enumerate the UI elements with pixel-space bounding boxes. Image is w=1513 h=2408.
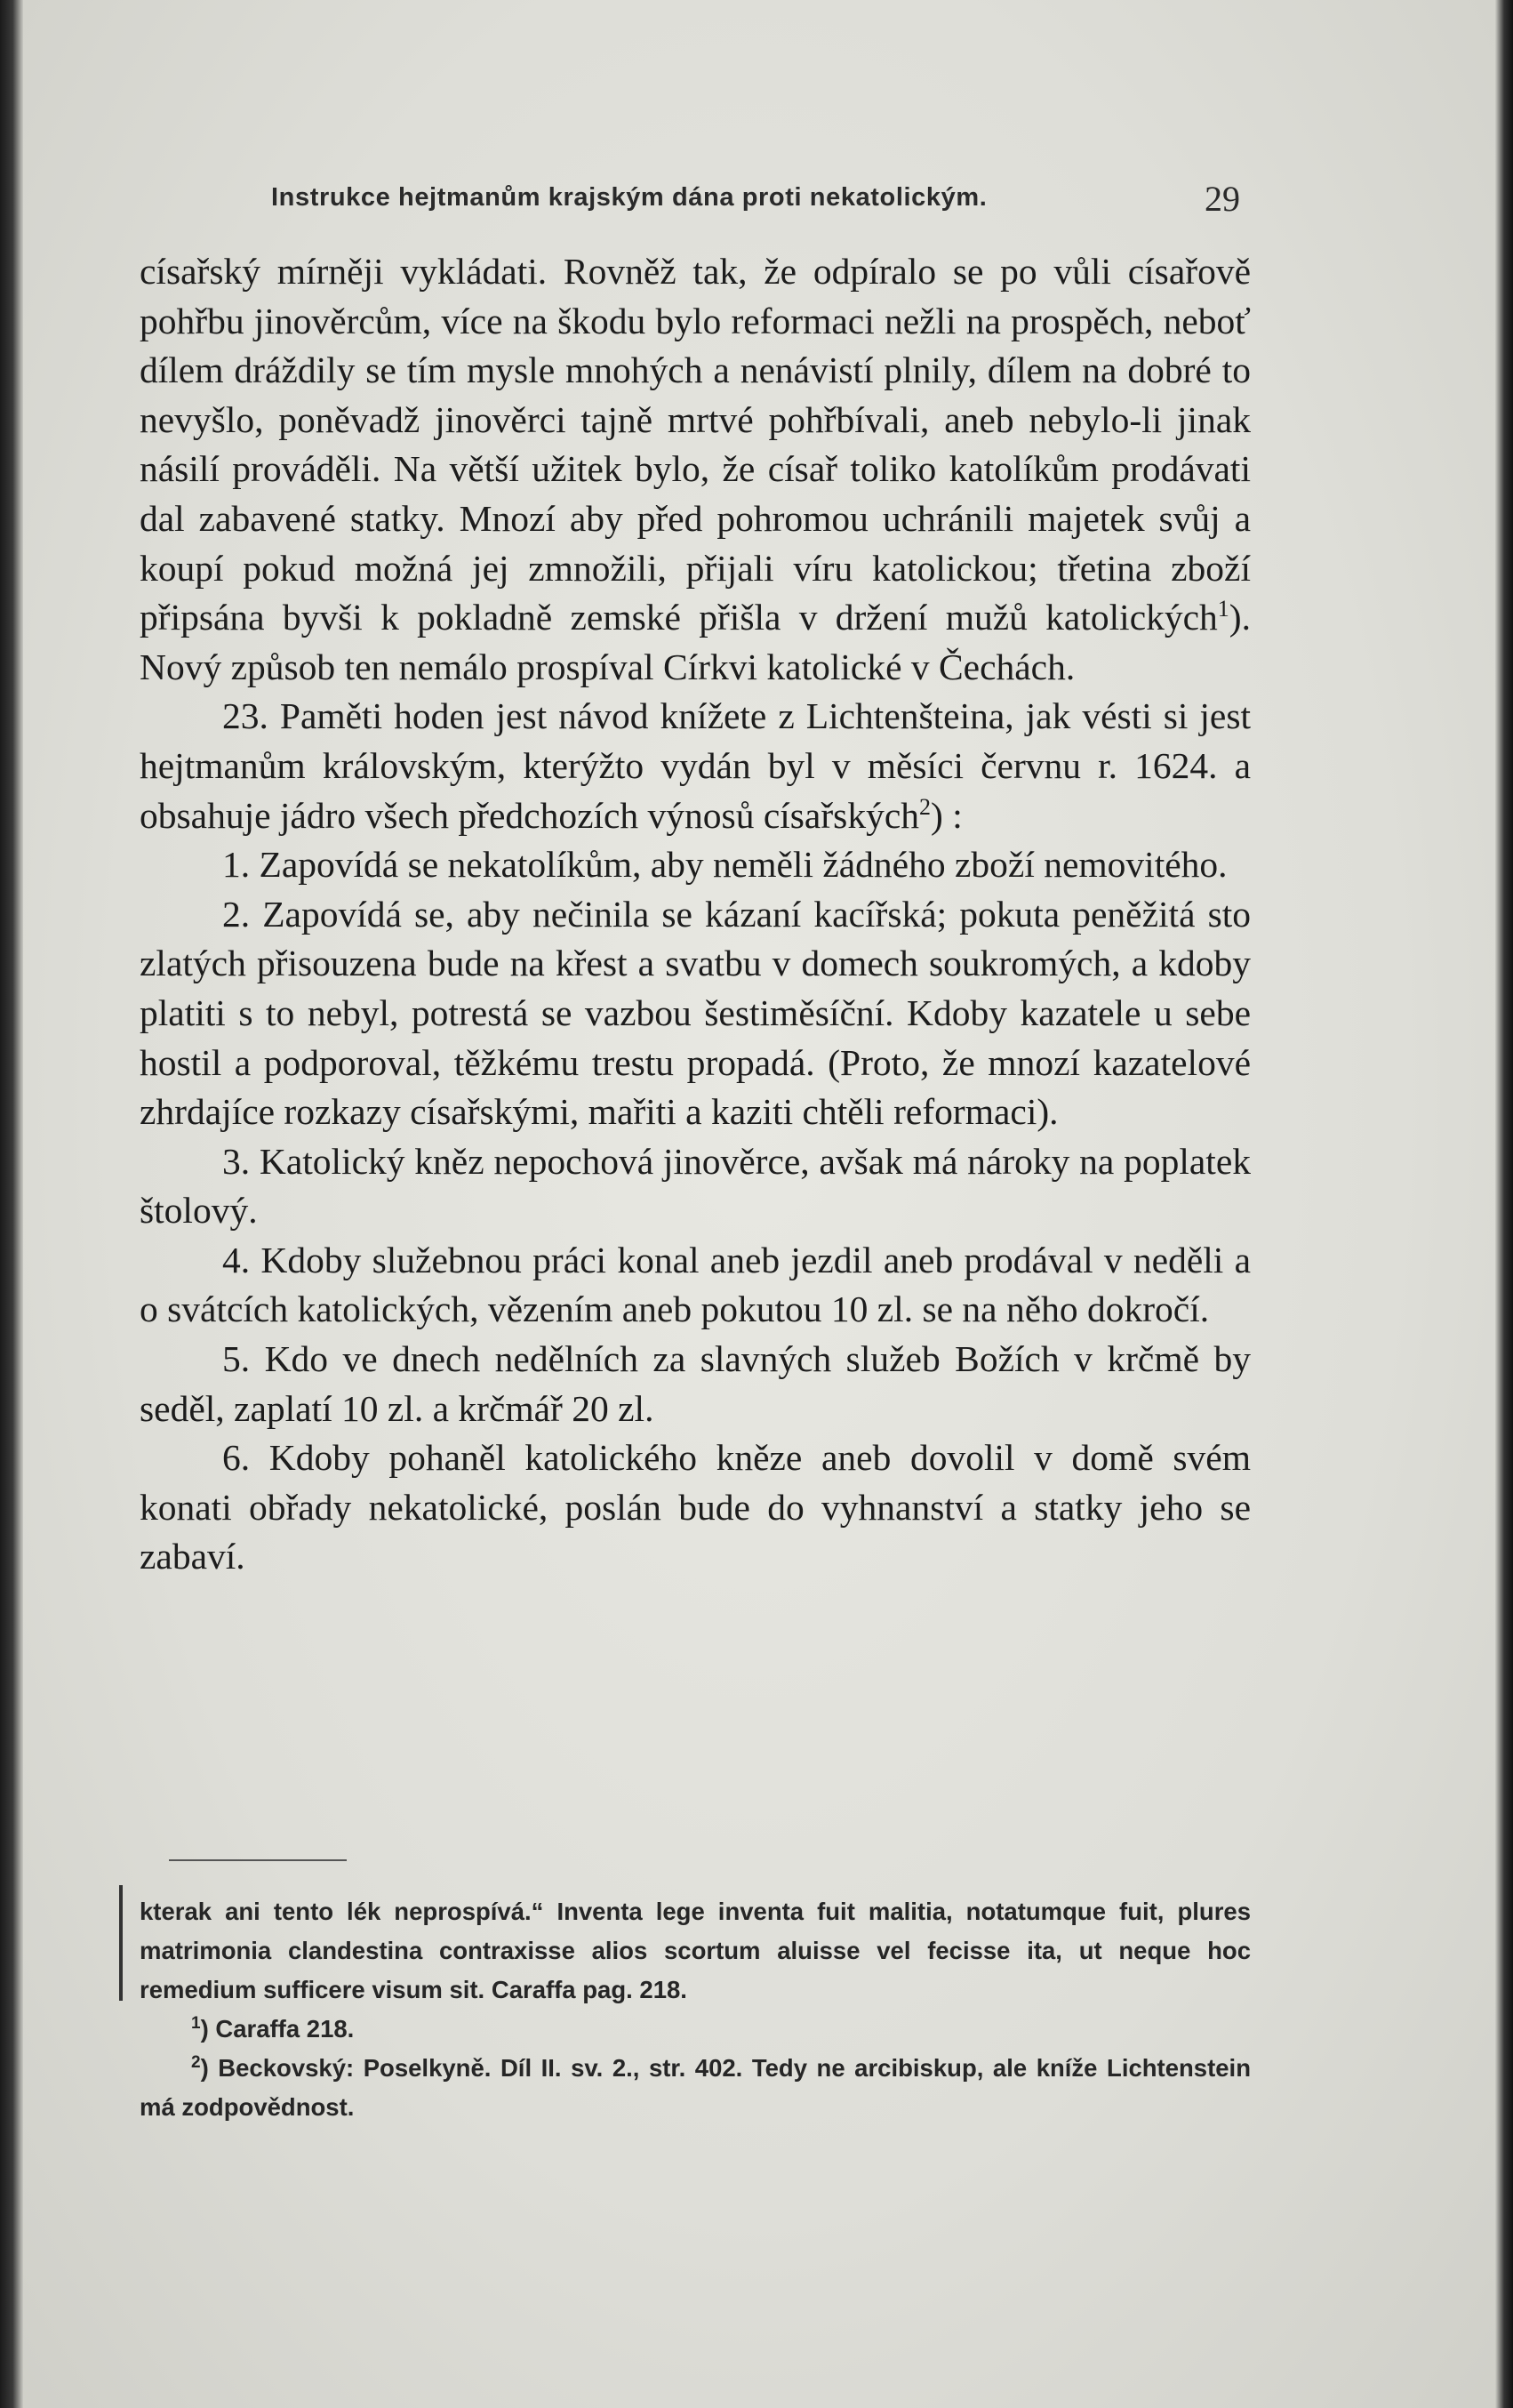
list-item-1: 1. Zapovídá se nekatolíkům, aby neměli žádného zboží nemovitého. — [222, 844, 1228, 886]
footnote-continuation: kterak ani tento lék neprospívá.“ Inventa lege inventa fuit malitia, notatumque fuit, plures matrimonia clandestina contraxisse alios scortum aluisse vel fecisse ita, ut neque hoc remedium sufficere visum sit. Caraffa pag. 218. — [140, 1898, 1251, 2003]
main-text — [140, 247, 1251, 1582]
page-edge-left — [0, 0, 23, 2408]
footnote-1-mark: 1 — [191, 2013, 201, 2033]
running-head — [271, 178, 1240, 231]
list-item-4: 4. Kdoby služebnou práci konal aneb jezdil aneb prodával v neděli a o svátcích katolických, vězením aneb pokutou 10 zl. se na něho dokročí. — [140, 1239, 1251, 1330]
paragraph-2 — [140, 692, 1251, 840]
footnote-ref-1: 1 — [1217, 596, 1229, 622]
footnote-ref-2: 2 — [919, 793, 931, 820]
paragraph-1-text: císařský mírněji vykládati. Rovněž tak, že odpíralo se po vůli císařově pohřbu jinověrcům, více na škodu bylo reformaci nežli na prospěch, neboť dílem dráždily se tím mysle mnohých a nenávistí plnily, dílem na dobré to nevyšlo, poněvadž jinověrci tajně mrtvé pohřbívali, aneb nebylo-li jinak násilí prováděli. Na větší užitek bylo, že císař toliko katolíkům prodávati dal zabavené statky. Mnozí aby před pohromou uchránili majetek svůj a koupí pokud možná jej zmnožili, přijali víru katolickou; třetina zboží připsána byvši k pokladně zemské přišla v držení mužů katolických — [140, 251, 1251, 638]
footnote-2 — [140, 2049, 1251, 2127]
paragraph-1 — [140, 247, 1251, 692]
footnote-1-text: ) Caraffa 218. — [200, 2015, 355, 2043]
list-item-5: 5. Kdo ve dnech nedělních za slavných služeb Božích v krčmě by seděl, zaplatí 10 zl. a krčmář 20 zl. — [140, 1338, 1251, 1429]
footnote-2-text: ) Beckovský: Poselkyně. Díl II. sv. 2., str. 402. Tedy ne arcibiskup, ale kníže Lichtenstein má zodpovědnost. — [140, 2054, 1251, 2121]
running-title: Instrukce hejtmanům krajským dána proti nekatolickým. — [271, 183, 988, 212]
page-edge-right — [1495, 0, 1513, 2408]
margin-mark — [119, 1885, 123, 2001]
paragraph-1-tail: ). Nový způsob ten nemálo prospíval Církvi katolické v Čechách. — [140, 597, 1251, 687]
footnotes — [140, 1892, 1251, 2127]
list-item-2: 2. Zapovídá se, aby nečinila se kázaní kacířská; pokuta peněžitá sto zlatých přisouzena bude na křest a svatbu v domech soukromých, a kdoby platiti s to nebyl, potrestá se vazbou šestiměsíční. Kdoby kazatele u sebe hostil a podporoval, těžkému trestu propadá. (Proto, že mnozí kazatelové zhrdajíce rozkazy císařskými, mařiti a kaziti chtěli reformaci). — [140, 893, 1251, 1133]
page-number: 29 — [1205, 179, 1240, 219]
footnote-divider — [169, 1859, 347, 1861]
paragraph-2-text: 23. Paměti hoden jest návod knížete z Lichtenšteina, jak vésti si jest hejtmanům královským, kterýžto vydán byl v měsíci červnu r. 1624. a obsahuje jádro všech předchozích výnosů císařských — [140, 695, 1251, 836]
paragraph-2-tail: ) : — [931, 794, 963, 836]
list-item-6: 6. Kdoby pohaněl katolického kněze aneb dovolil v domě svém konati obřady nekatolické, poslán bude do vyhnanství a statky jeho se zabaví. — [140, 1437, 1251, 1577]
footnote-2-mark: 2 — [191, 2052, 201, 2072]
footnote-1 — [140, 2010, 1251, 2049]
list-item-3: 3. Katolický kněz nepochová jinověrce, avšak má nároky na poplatek štolový. — [140, 1140, 1251, 1232]
